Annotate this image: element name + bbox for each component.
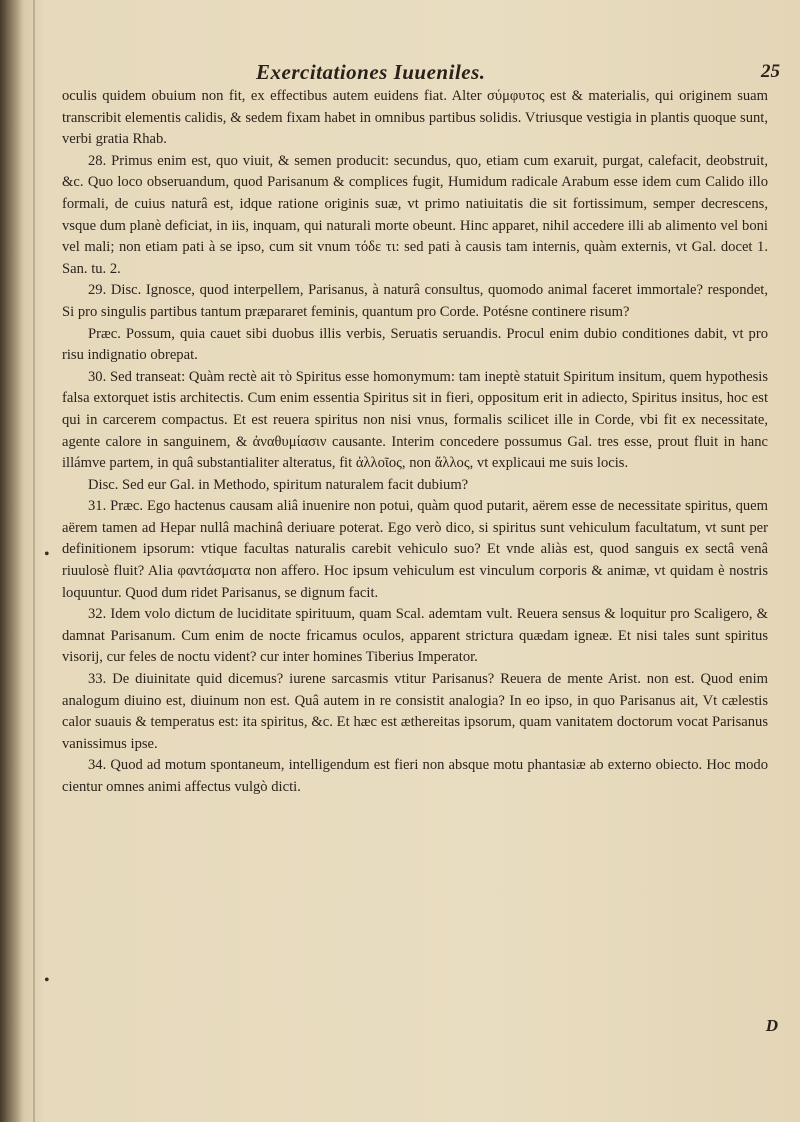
margin-bullet-icon: • — [44, 546, 50, 563]
paragraph: 29. Disc. Ignosce, quod interpellem, Parisanus, à naturâ consultus, quomodo animal faceret immortale? respondet, Si pro singulis partibus tantum præpararet feminis, quantum pro Corde. Potésne continere risum? — [62, 282, 768, 320]
margin-bullet-icon: • — [44, 972, 50, 989]
running-title: Exercitationes Iuueniles. — [256, 60, 486, 84]
paragraph: 32. Idem volo dictum de luciditate spirituum, quam Scal. ademtam vult. Reuera sensus & loquitur pro Scaligero, & damnat Parisanum. Cum enim de nocte fricamus oculos, apparent strictura quædam igneæ. Et nisi tales sunt spiritus visorij, cur feles de noctu vident? cur inter homines Tiberius Imperator. — [62, 606, 768, 666]
paragraph: 31. Præc. Ego hactenus causam aliâ inuenire non potui, quàm quod putarit, aërem esse de necessitate spiritus, quem aërem tamen ad Hepar nullâ machinâ deriuare poterat. Ego verò dico, si spiritus sunt vehiculum facultatum, vt sunt per definitionem ipsorum: vtique facultas naturalis carebit vehiculo suo? Et vnde aliàs est, quod sanguis ex sectâ venâ riuulosè fluit? Alia φαντάσματα non affero. Hoc ipsum vehiculum est vinculum corporis & animæ, vt quidam è nostris loquuntur. Quod dum ridet Parisanus, se dignum facit. — [62, 498, 768, 601]
paragraph: 34. Quod ad motum spontaneum, intelligendum est fieri non absque motu phantasiæ ab externo obiecto. Hoc modo cientur omnes animi affectus vulgò dicti. — [62, 757, 768, 795]
body-text — [62, 86, 768, 799]
binding-line — [33, 0, 35, 1122]
paragraph: Præc. Possum, quia cauet sibi duobus illis verbis, Seruatis seruandis. Procul enim dubio conditiones dabit, vt pro risu indignatio obrepat. — [62, 325, 768, 364]
paragraph: 28. Primus enim est, quo viuit, & semen producit: secundus, quo, etiam cum exaruit, purgat, calefacit, deobstruit, &c. Quo loco obseruandum, quod Parisanum & complices fugit, Humidum radicale Arabum esse idem cum Calido illo formali, de cuius naturâ est, idque ratione originis suæ, vt primo natiuitatis die sit fortissimum, semper decrescens, vsque dum planè deficiat, in iis, inquam, qui naturali morte obeunt. Hinc apparet, nihil accedere illi ab alimento vel boni vel mali; non etiam pati à se ipso, cum sit vnum τόδε τι: sed pati à causis tam internis, quàm externis, vt Gal. docet 1. San. tu. 2. — [62, 152, 768, 277]
gutter-shadow — [0, 0, 24, 1122]
catchword: D — [765, 1016, 778, 1035]
paragraph: 30. Sed transeat: Quàm rectè ait τὸ Spiritus esse homonymum: tam ineptè statuit Spiritum insitum, quem hypothesis falsa extorquet istis architectis. Cum enim essentia Spiritus sit in fieri, oppositum erit in adiecto, Spiritus insitus, hoc est qui in carcerem compactus. Et est reuera spiritus non nisi vnus, formalis scilicet ille in Corde, vbi fit ex necessitate, agente calore in sanguinem, & ἀναθυμίασιν causante. Interim concedere possumus Gal. tres esse, prout fluit in hanc illámve partem, in quâ substantialiter alteratus, fit ἀλλοῖος, non ἄλλος, vt explicaui me suis locis. — [62, 368, 768, 472]
paragraph: Disc. Sed eur Gal. in Methodo, spiritum naturalem facit dubium? — [88, 476, 469, 493]
page-number: 25 — [761, 61, 780, 82]
paragraph: oculis quidem obuium non fit, ex effectibus autem euidens fiat. Alter σύμφυτος est & materialis, qui originem suam transcribit elementis calidis, & sedem fixam habet in omnibus partibus solidis. Vtriusque vestigia in plantis quoque sunt, verbi gratia Rhab. — [62, 88, 768, 148]
paragraph: 33. De diuinitate quid dicemus? iurene sarcasmis vtitur Parisanus? Reuera de mente Arist. non est. Quod enim analogum diuino est, diuinum non est. Quâ autem in re consistit analogia? In eo ipso, in quo Parisanus ait, Vt cælestis calor suauis & temperatus est: ita spiritus, &c. Et hæc est æthereitas ipsorum, quam vanitatem doctorum vocat Parisanus vanissimus ipse. — [62, 671, 768, 752]
